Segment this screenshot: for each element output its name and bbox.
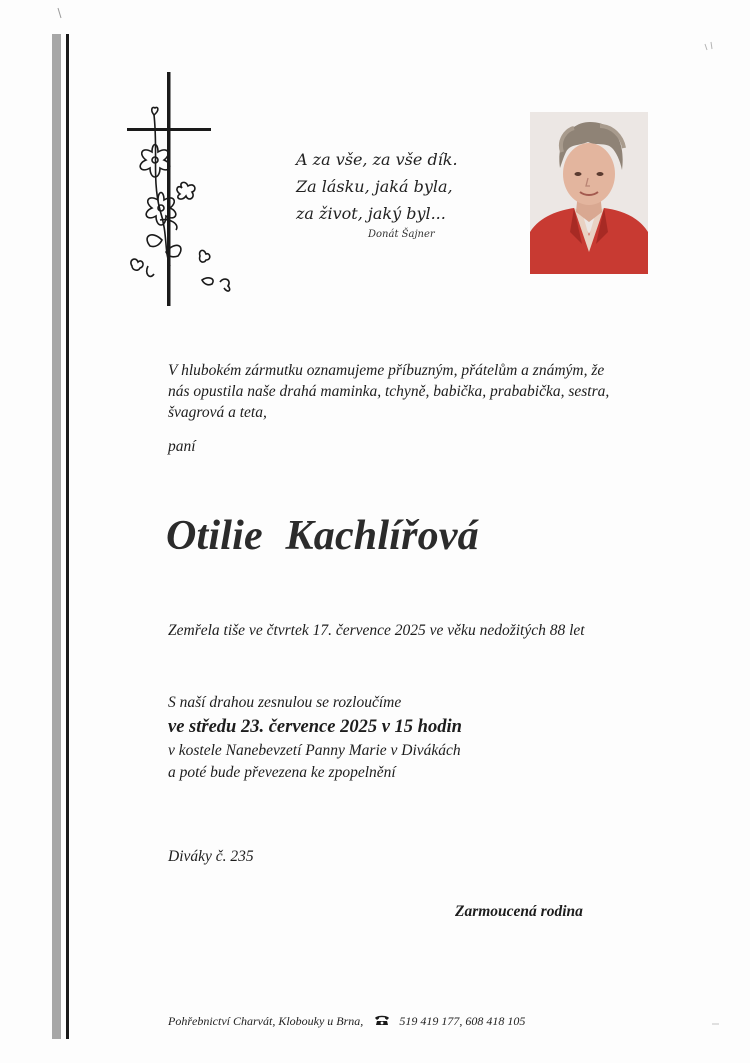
funeral-info bbox=[168, 692, 462, 784]
family-address: Diváky č. 235 bbox=[168, 848, 254, 865]
funeral-service-name: Pohřebnictví Charvát, Klobouky u Brna, bbox=[168, 1013, 364, 1028]
funeral-cremation: a poté bude převezena ke zpopelnění bbox=[168, 764, 396, 781]
quote-line-2: Za lásku, jaká byla, bbox=[296, 177, 453, 196]
scan-speck bbox=[703, 40, 715, 52]
mourning-border-black bbox=[66, 34, 69, 1039]
funeral-service-footer bbox=[168, 1013, 525, 1029]
mourning-border-gray bbox=[52, 34, 61, 1039]
scan-speck bbox=[710, 1020, 722, 1028]
quote-line-3: za život, jaký byl... bbox=[296, 204, 446, 223]
scan-speck bbox=[56, 6, 64, 20]
announcement-intro: V hlubokém zármutku oznamujeme příbuzným, přátelům a známým, že nás opustila naše drahá maminka, tchyně, babička, prababička, sestra, švagrová a teta, bbox=[168, 362, 610, 421]
family-signature: Zarmoucená rodina bbox=[455, 903, 583, 920]
cross-with-flowers-icon bbox=[124, 70, 244, 310]
funeral-date-time: ve středu 23. července 2025 v 15 hodin bbox=[168, 717, 462, 737]
deceased-name: Otilie Kachlířová bbox=[166, 513, 479, 559]
title-pani: paní bbox=[168, 438, 196, 455]
memorial-quote bbox=[296, 146, 458, 240]
portrait-image bbox=[530, 112, 648, 274]
quote-line-1: A za vše, za vše dík. bbox=[296, 150, 458, 169]
funeral-line-1: S naší drahou zesnulou se rozloučíme bbox=[168, 694, 402, 711]
phone-numbers: 519 419 177, 608 418 105 bbox=[399, 1013, 526, 1028]
quote-author: Donát Šajner bbox=[368, 229, 435, 240]
portrait-photo bbox=[530, 112, 648, 274]
phone-icon bbox=[374, 1014, 390, 1026]
funeral-place: v kostele Nanebevzetí Panny Marie v Divákách bbox=[168, 742, 461, 759]
death-info: Zemřela tiše ve čtvrtek 17. července 2025 ve věku nedožitých 88 let bbox=[168, 622, 585, 639]
